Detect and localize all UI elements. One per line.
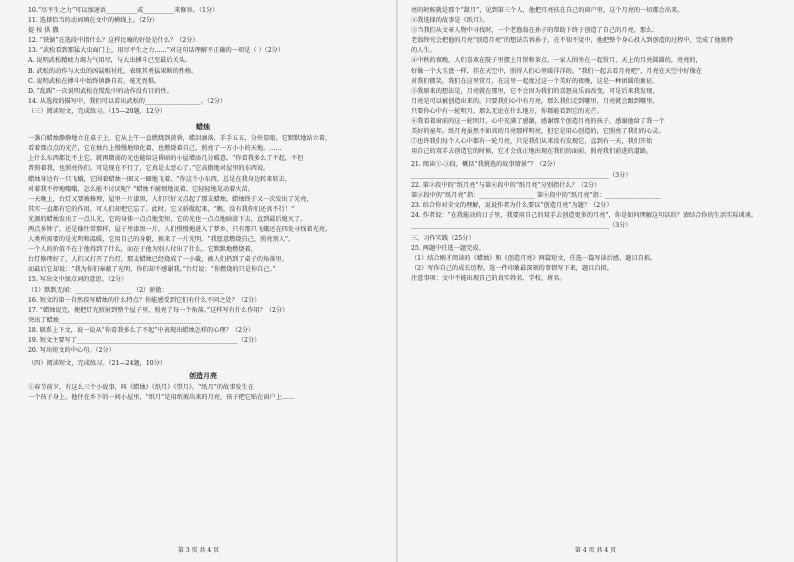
page-4-content — [411, 6, 771, 285]
story-line: 上什么东西都比不上它，就再微弱的光也能给这昏暗的小屋增添几分暖意。“你看我多么了不起，不但 — [28, 155, 304, 163]
story-line: 对着我不停地嗡嗡，怎么能不讨厌呢？”蜡烛不耐烦地说着，它轻轻地晃动着火苗。 — [28, 185, 254, 193]
question-line: 21. 阅读①-③段，概括“我挑选的故事情景”？（2分） — [411, 161, 559, 169]
story-title-moon: 创造月亮 — [189, 371, 217, 381]
question-line: 突出了蜡烛______________________________________________ — [28, 316, 202, 324]
text-line: 提 按 供 撒 — [28, 27, 59, 35]
story-line: 人类所需要的是光明和温暖，它用自己的身躯，换来了一片光明。“我愿意燃烧自己，照亮别人”， — [28, 236, 295, 244]
story-line: ⑥我看着窗前的这一轮明月，心中充满了感激，感谢那个创造月亮的孩子，感谢他给了我一个 — [411, 118, 665, 126]
story-line: 一盏白蜡烛静静地立在桌子上。它从上午一直燃烧到黄昏，蜡泪滴落，手手五五，分外显眼。它默默地站立着， — [28, 135, 332, 143]
story-line: 台灯修理好了，人们又打开了台灯，那支蜡烛已经烧成了一小截，被人们扔到了桌子的角落里。 — [28, 256, 288, 264]
story-line: ①春节前夕，有这么三个小故事，叫《蜡烛》《纸月》《望月》。“纸月”的故事发生在 — [28, 384, 254, 392]
text-line: B. 武松的动作与大虫的凶猛相衬托，表现其勇猛果断的性格。 — [28, 67, 198, 75]
question-line: 20. 写出短文的中心句。（2分） — [28, 347, 115, 355]
text-line: C. 说明武松在搏斗中始终镇静自若，毫无畏惧。 — [28, 77, 161, 85]
story-line: 一天晚上，台灯又要被修理，屋里一片漆黑，人们只好又点起了那支蜡烛。蜡烛终于又一次发出了光亮， — [28, 195, 313, 203]
writing-task — [411, 244, 771, 284]
question-line: 23. 结合你对全文的理解，说说作者为什么要以“创造月亮”为题？（2分） — [411, 201, 613, 209]
text-line: D. “乱踢”一次说明武松在慌乱中的动作没有目的性。 — [28, 87, 173, 95]
writing-section-header: 三、习作实践（25分） — [411, 235, 475, 243]
questions-10-14 — [28, 6, 378, 117]
story-line: ⑦也许我们每个人心中都有一轮月亮，只是我们从来没有发现它，直到有一天，我们开始 — [411, 138, 653, 146]
question-line: 第②段中的“纸月亮”指：__________________ 第⑥段中的“纸月亮”指：__________________ — [411, 191, 661, 199]
story-moon-continued — [411, 6, 771, 157]
story-candle — [28, 134, 378, 275]
text-line: 12. “铁锯”在选段中指什么？这样比喻的好处是什么？（2分） — [28, 37, 199, 45]
story-line: 看着那点点的光芒，它在烛台上慢慢地熔化着，也燃烧着自己，照亮了一方小小的天地。…… — [28, 145, 282, 153]
question-line: 18. 联系上下文，说一说从“你看我多么了不起”中表现出蜡烛怎样的心理？（2分） — [28, 326, 255, 334]
story-line: 两点多钟了，还是像往常那样，屋子里漆黑一片，人们慢慢地进入了梦乡，只有那只飞蛾还在四处寻找着光亮。 — [28, 225, 332, 233]
page-3-content — [28, 6, 378, 404]
question-line: ________________________________________________________________（3分） — [411, 221, 632, 229]
question-line: 17. “蜡烛说完，便把灯光照射到整个屋子里，照亮了每一个角落。”这样写有什么作用？（2分） — [28, 306, 289, 314]
text-line: A. 说明武松精疲力竭力气用尽，与大虫搏斗已至最后关头。 — [28, 57, 192, 65]
question-line: 15. 写出文中加点词的意思。（2分） — [28, 276, 128, 284]
writing-line: （1）结合刚才阅读的《蜡烛》和《创造月亮》两篇短文，任选一篇写读后感，题目自拟。 — [411, 255, 657, 263]
question-line: 22. 第②段中的“纸月亮”与第⑥段中的“纸月亮”分别指什么？（2分） — [411, 181, 601, 189]
text-line: 10.“尽平生之力”可以加速语__________或__________来修容。（1分） — [28, 7, 219, 14]
story-title-candle: 蜡烛 — [196, 122, 210, 132]
story-line: 老翁终究会把他的月亮“创造月亮”的想法告诉孙子，在不知不觉中，他把整个身心投入到创造的过程中，完成了他独特 — [411, 37, 733, 45]
story-line: 只要你心中有一轮明月，那么无论在什么地方，你都能看到它的光芒。 — [411, 107, 603, 115]
story-line: 的人生。 — [411, 47, 436, 55]
writing-line: （2）写你自己的成长历程，选一件印象最深刻的事情写下来，题目自拟。 — [411, 265, 613, 273]
question-line: 24. 作者说：“在我能动的日子里，我要用自己的双手去创造更多的月亮”，你是如何理解这句话的？请结合你的生活实际谈谈。 — [411, 211, 758, 219]
story-line: 亮的时候就是那个“甜月”，见到第三个人，他把月亮扶在自己的窗户里，这个月亮的一切都会出来。 — [411, 7, 684, 14]
story-line: 蜡烛身边有一只飞蛾，它围着蜡烛一圈又一圈地飞着，“你这个小东西，总是在我身边转来转去， — [28, 175, 292, 183]
question-line: ________________________________________________________________（3分） — [411, 171, 632, 179]
story-line: ②我选择的故事是《纸月》。 — [411, 17, 489, 25]
story-line: 美好的童年。纸月亮虽然不如真的月亮那样明亮，但它是用心创造的，它照亮了我们的心灵。 — [411, 128, 665, 136]
story-line: 对我们微笑，我们在这里赏月，在这里一起度过这一个美好的夜晚，这是一种团圆的象征。 — [411, 77, 659, 85]
section-4-header: （四）阅读短文，完成练习。（21—24题，10分） — [28, 360, 167, 368]
text-line: 13. “武松看到那猛大虫面门上，用尽平生之力……”对这句话理解不正确的一项是（ ）（2分） — [28, 47, 285, 55]
story-line: 一个人的价值不在于他得到了什么，而在于他为别人付出了什么。它默默地燃烧着， — [28, 246, 257, 254]
questions-15-20 — [28, 275, 378, 356]
question-line: 16. 短文的第一自然段写蜡烛的什么特点？你能感受到它们有什么不同之处？（2分） — [28, 296, 261, 304]
story-line: ③当我们从文章人物中寻找时，一个老渔翁在孙子的帮助下终于创造了自己的月亮，那么： — [411, 27, 659, 35]
story-line: 好像一个大玉盘一样，挂在天空中，照得人们心里暖洋洋的。“我们一起去看月亮吧”，月亮在天空中好像在 — [411, 67, 702, 75]
story-line: 普照着我，也照亮你们。可是现在不行了，它真是太恶心了。”它高傲地对屋里的东西说。 — [28, 165, 270, 173]
story-line: 光源的蜡烛发出了一点儿光，它的身体一点点地变短，它的光也一点点地暗淡下去，直到最后熄灭了。 — [28, 215, 307, 223]
story-line: ④中秋的夜晚，人们喜欢在院子里摆上月饼和茶点，一家人围坐在一起赏月，天上的月亮圆圆的，亮亮的， — [411, 57, 702, 65]
story-line: 月亮是可以被创造出来的，只要我们心中有月亮，那么我们走到哪里，月亮就会跟到哪里。 — [411, 97, 659, 105]
story-line: 用自己的双手去创造它的时候，它才会真正地出现在我们的面前，照亮我们前进的道路。 — [411, 148, 653, 156]
page-3-footer: 第 3 页 共 4 页 — [177, 546, 220, 554]
story-line: 其实一直都有它的作用，可人们却把它忘了。此时，它又骄傲起来，“瞧，没有我你们还真不行！” — [28, 205, 295, 213]
story-moon-start — [28, 383, 378, 403]
text-line: 14. 从选段的描写中，我们可以看出武松的__________________。（2分） — [28, 97, 227, 105]
writing-line: 25. 两题中任选一题完成。 — [411, 245, 485, 253]
question-line: （1）默默无闻：__________________ （2）骄傲：__________________ — [28, 286, 224, 294]
text-line: （三）阅读短文，完成练习。（15—20题，12分） — [28, 107, 167, 115]
page-4-footer: 第 4 页 共 4 页 — [574, 546, 617, 554]
page-4 — [397, 0, 794, 562]
question-line: 19. 短文主要写了____________________________________________________（2分） — [28, 337, 261, 344]
writing-line: 注意事项：文中不能出现自己的真实姓名、学校、班名。 — [411, 275, 566, 283]
story-line: 而最后它却说：“我为你们奉献了光明，你们却不感谢我。”台灯说：“你燃烧的只是你自己。” — [28, 266, 276, 274]
text-line: 11. 选择恰当的动词填在文中的横线上。（2分） — [28, 17, 159, 25]
story-line: 一个孩子身上，他住在乡下的一间小屋里，“纸月”是用纸剪出来的月亮，孩子把它贴在窗户上…… — [28, 394, 295, 402]
story-line: ⑤我原来的想法是，月亮就在那里，它不会因为我们的喜怒哀乐而改变，可是后来我发现， — [411, 87, 659, 95]
questions-21-24 — [411, 160, 771, 231]
